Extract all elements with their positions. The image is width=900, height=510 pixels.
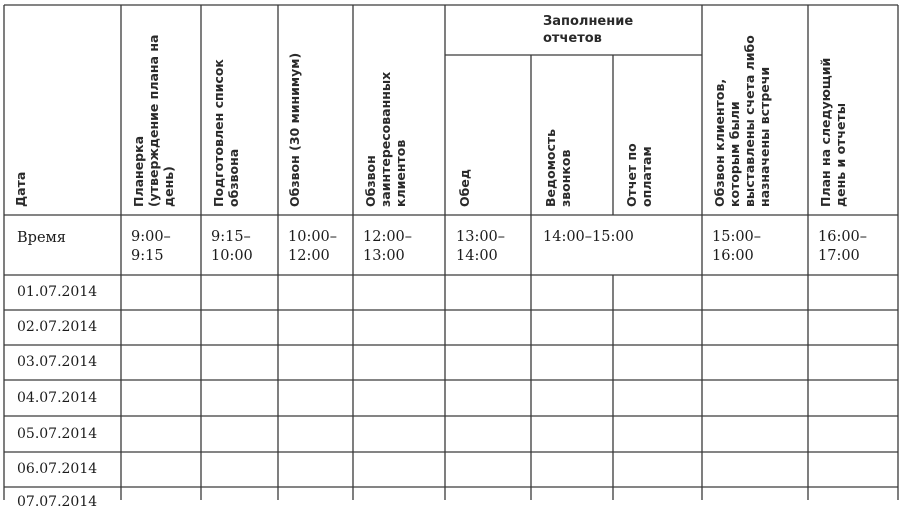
header-vedomost-zvonkov: Ведомость звонков	[543, 128, 573, 207]
time-row-label: Время	[17, 230, 66, 246]
time-obzvon-30: 10:00– 12:00	[288, 229, 338, 264]
time-obed: 13:00– 14:00	[456, 229, 506, 264]
header-planerka: Планерка (утверждение плана на день)	[131, 34, 176, 207]
header-podgotovlen-spisok: Подготовлен список обзвона	[211, 59, 241, 207]
time-obzvon-zaint: 12:00– 13:00	[363, 229, 413, 264]
date-row-7: 07.07.2014	[17, 494, 98, 510]
header-obzvon-30: Обзвон (30 минимум)	[287, 52, 302, 207]
time-podgotovlen: 9:15– 10:00	[211, 229, 253, 264]
time-plan: 16:00– 17:00	[818, 229, 868, 264]
date-row-1: 01.07.2014	[17, 284, 98, 300]
time-zapolnenie: 14:00–15:00	[543, 229, 634, 245]
header-plan-na-sleduyushchiy-den: План на следующий день и отчеты	[818, 57, 848, 207]
date-row-5: 05.07.2014	[17, 426, 98, 442]
header-obed: Обед	[457, 169, 472, 207]
date-row-6: 06.07.2014	[17, 461, 98, 477]
header-obzvon-klientov: Обзвон клиентов, которым были выставлены счета либо назначены встречи	[712, 35, 772, 207]
header-zapolnenie-otchetov: Заполнение отчетов	[543, 14, 634, 46]
time-planerka: 9:00– 9:15	[131, 229, 171, 264]
header-date: Дата	[13, 171, 28, 207]
date-row-3: 03.07.2014	[17, 354, 98, 370]
date-row-2: 02.07.2014	[17, 319, 98, 335]
header-obzvon-zainteresovannyh: Обзвон заинтересованных клиентов	[363, 71, 408, 207]
header-otchet-po-oplatam: Отчет по оплатам	[624, 143, 654, 207]
date-row-4: 04.07.2014	[17, 390, 98, 406]
time-obzvon-klientov: 15:00– 16:00	[712, 229, 762, 264]
